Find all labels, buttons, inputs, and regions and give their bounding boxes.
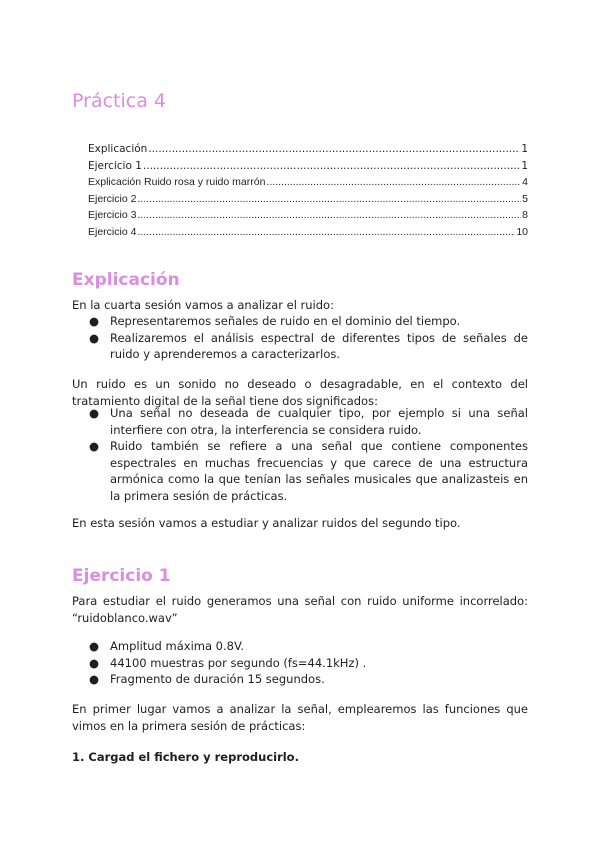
- list-item: ● Realizaremos el análisis espectral de diferentes tipos de señales de ruido y aprenderemos a caracterizarlos.: [89, 330, 528, 361]
- toc-entry[interactable]: [88, 193, 528, 210]
- bullet-icon: ●: [89, 639, 100, 653]
- toc-entry-label: Ejercicio 3: [88, 209, 137, 221]
- toc-dot-leader: [137, 226, 515, 238]
- section-heading-explicacion: Explicación: [72, 270, 180, 290]
- bullet-list-signal-specs: [72, 638, 528, 688]
- bullet-icon: ●: [89, 314, 100, 328]
- toc-entry[interactable]: [88, 143, 528, 160]
- step-heading-1: 1. Cargad el fichero y reproducirlo.: [72, 750, 299, 764]
- toc-entry-label: Ejercicio 2: [88, 192, 137, 205]
- toc-entry[interactable]: [88, 209, 528, 226]
- bullet-icon: ●: [89, 439, 100, 453]
- toc-entry[interactable]: [88, 160, 528, 177]
- paragraph-analysis: En primer lugar vamos a analizar la señal, emplearemos las funciones que vimos en la primera sesión de prácticas:: [72, 702, 528, 733]
- toc-entry-page: 5: [522, 192, 528, 205]
- page-title: Práctica 4: [72, 90, 166, 112]
- toc-dot-leader: [266, 176, 521, 188]
- list-item: ● Fragmento de duración 15 segundos.: [89, 672, 325, 686]
- toc-entry-label: Ejercicio 4: [88, 225, 137, 238]
- table-of-contents: [88, 143, 528, 242]
- bullet-icon: ●: [89, 655, 100, 670]
- toc-entry-page: 1: [521, 159, 528, 172]
- bullet-list-objectives: [72, 313, 528, 363]
- toc-dot-leader: [137, 193, 521, 205]
- bullet-list-meanings: [72, 405, 528, 504]
- toc-entry[interactable]: [88, 226, 528, 243]
- section-heading-ejercicio-1: Ejercicio 1: [72, 566, 171, 586]
- toc-dot-leader: [143, 160, 520, 172]
- toc-dot-leader: [137, 209, 521, 221]
- toc-entry[interactable]: [88, 176, 528, 193]
- paragraph-ejercicio-intro: Para estudiar el ruido generamos una señal con ruido uniforme incorrelado: “ruidoblanco.wav”: [72, 594, 528, 625]
- toc-entry-label: Explicación Ruido rosa y ruido marrón: [88, 176, 266, 188]
- toc-entry-page: 4: [522, 176, 528, 188]
- list-item: ● 44100 muestras por segundo (fs=44.1kHz) .: [89, 655, 367, 670]
- list-item: ● Ruido también se refiere a una señal que contiene componentes espectrales en muchas frecuencias y que carece de una estructura armónica como la que tenían las señales musicales que analizasteis en la primera sesión de prácticas.: [89, 439, 528, 503]
- paragraph-session-goal: En esta sesión vamos a estudiar y analizar ruidos del segundo tipo.: [72, 516, 461, 530]
- toc-dot-leader: [148, 143, 520, 155]
- paragraph-definition: Un ruido es un sonido no deseado o desagradable, en el contexto del tratamiento digital de la señal tiene dos significados:: [72, 377, 528, 408]
- toc-entry-page: 10: [516, 225, 528, 238]
- paragraph-intro: En la cuarta sesión vamos a analizar el ruido:: [72, 298, 334, 312]
- list-item: ● Amplitud máxima 0.8V.: [89, 639, 244, 653]
- toc-entry-label: Explicación: [88, 143, 148, 155]
- list-item: ● Representaremos señales de ruido en el dominio del tiempo.: [89, 314, 461, 328]
- list-item: ● Una señal no deseada de cualquier tipo, por ejemplo si una señal interfiere con otra, la interferencia se considera ruido.: [89, 406, 528, 437]
- bullet-icon: ●: [89, 672, 100, 686]
- bullet-icon: ●: [89, 406, 100, 420]
- toc-entry-page: 1: [521, 143, 528, 155]
- bullet-icon: ●: [89, 330, 100, 345]
- toc-entry-label: Ejercicio 1: [88, 159, 142, 172]
- toc-entry-page: 8: [522, 209, 528, 221]
